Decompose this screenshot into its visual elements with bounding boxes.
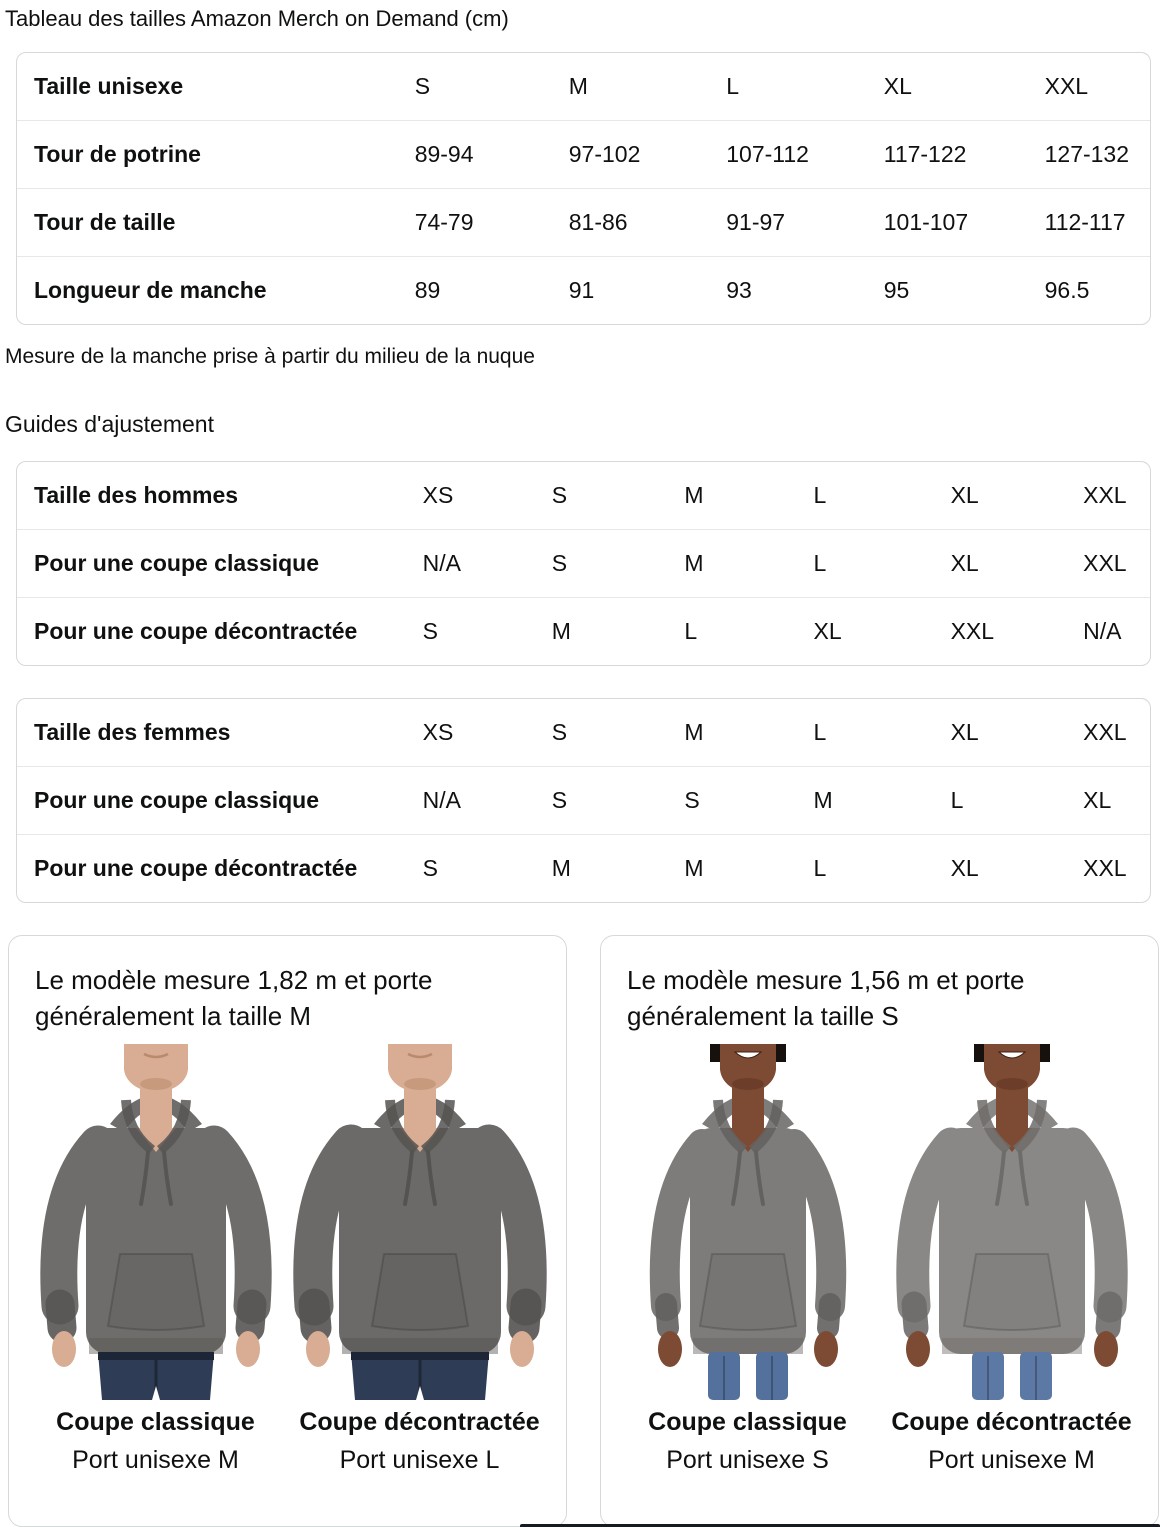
- size-cell: N/A: [423, 767, 552, 835]
- size-worn-label: Port unisexe S: [666, 1446, 829, 1474]
- size-cell: M: [568, 73, 588, 99]
- size-cell: XL: [950, 719, 979, 745]
- value-cell: 93: [726, 257, 883, 325]
- value-cell: 95: [884, 257, 1045, 325]
- value-cell: 107-112: [726, 121, 883, 189]
- value-cell: 96.5: [1045, 257, 1150, 325]
- fit-label: Coupe décontractée: [299, 1408, 540, 1436]
- row-label: Pour une coupe classique: [17, 530, 423, 598]
- value-cell: 127-132: [1045, 121, 1150, 189]
- size-cell: L: [813, 530, 950, 598]
- page-title: Tableau des tailles Amazon Merch on Demand (cm): [5, 6, 509, 31]
- size-cell: S: [423, 835, 552, 903]
- fit-label: Coupe décontractée: [891, 1408, 1132, 1436]
- size-cell: M: [684, 530, 813, 598]
- table-row: [17, 767, 1150, 835]
- size-worn-label: Port unisexe M: [72, 1446, 239, 1474]
- size-cell: L: [726, 73, 740, 99]
- value-cell: 101-107: [884, 189, 1045, 257]
- row-label: Taille unisexe: [34, 73, 184, 99]
- row-label: Tour de potrine: [17, 121, 415, 189]
- size-cell: XS: [422, 719, 454, 745]
- size-cell: S: [552, 767, 685, 835]
- model-description: Le modèle mesure 1,56 m et porte généralement la taille S: [627, 965, 1025, 1031]
- size-cell: M: [684, 719, 704, 745]
- size-cell: XXL: [1044, 73, 1089, 99]
- model-cards-row: [8, 935, 1159, 1527]
- male-relaxed-fit-photo: [290, 1044, 550, 1400]
- size-cell: M: [684, 835, 813, 903]
- size-cell: S: [551, 719, 568, 745]
- table-row: [17, 699, 1150, 767]
- size-cell: S: [684, 767, 813, 835]
- size-cell: XS: [422, 482, 454, 508]
- table-row: [17, 121, 1150, 189]
- size-cell: XL: [950, 482, 979, 508]
- female-relaxed-fit-photo: [882, 1044, 1142, 1400]
- size-cell: XXL: [1083, 835, 1150, 903]
- female-classic-fit-photo: [618, 1044, 878, 1400]
- size-cell: XL: [883, 73, 912, 99]
- row-label: Tour de taille: [17, 189, 415, 257]
- value-cell: 89: [415, 257, 569, 325]
- women-fit-table: [16, 698, 1151, 903]
- fit-guides-heading: Guides d'ajustement: [5, 411, 214, 437]
- size-cell: XXL: [951, 598, 1084, 666]
- table-row: [17, 598, 1150, 666]
- size-worn-label: Port unisexe L: [339, 1446, 500, 1474]
- size-cell: M: [552, 835, 685, 903]
- table-row: [17, 257, 1150, 325]
- male-model-card: [8, 935, 567, 1527]
- size-cell: M: [684, 482, 704, 508]
- row-label: Taille des femmes: [34, 719, 231, 745]
- value-cell: 81-86: [569, 189, 726, 257]
- value-cell: 97-102: [569, 121, 726, 189]
- size-cell: S: [551, 482, 568, 508]
- row-label: Pour une coupe décontractée: [17, 835, 423, 903]
- figure-male-relaxed: [290, 1044, 550, 1475]
- figure-female-classic: [618, 1044, 878, 1475]
- size-cell: M: [813, 767, 950, 835]
- size-cell: N/A: [1083, 598, 1150, 666]
- value-cell: 74-79: [415, 189, 569, 257]
- table-row: [17, 189, 1150, 257]
- size-cell: S: [423, 598, 552, 666]
- size-cell: XXL: [1083, 719, 1127, 745]
- size-cell: XL: [951, 835, 1084, 903]
- table-row: [17, 462, 1150, 530]
- value-cell: 112-117: [1045, 189, 1150, 257]
- model-description: Le modèle mesure 1,82 m et porte généralement la taille M: [35, 965, 433, 1031]
- size-cell: XXL: [1083, 530, 1150, 598]
- value-cell: 91-97: [726, 189, 883, 257]
- value-cell: 89-94: [415, 121, 569, 189]
- male-classic-fit-photo: [26, 1044, 286, 1400]
- size-cell: S: [552, 530, 685, 598]
- figure-female-relaxed: [882, 1044, 1142, 1475]
- value-cell: 117-122: [884, 121, 1045, 189]
- men-fit-table: [16, 461, 1151, 666]
- size-cell: L: [951, 767, 1084, 835]
- size-cell: XL: [1083, 767, 1150, 835]
- size-cell: M: [552, 598, 685, 666]
- row-label: Taille des hommes: [34, 482, 239, 508]
- size-cell: L: [684, 598, 813, 666]
- sleeve-measure-note: Mesure de la manche prise à partir du milieu de la nuque: [5, 345, 535, 368]
- table-row: [17, 530, 1150, 598]
- row-label: Pour une coupe décontractée: [17, 598, 423, 666]
- size-cell: N/A: [423, 530, 552, 598]
- size-cell: XL: [813, 598, 950, 666]
- female-model-card: [600, 935, 1159, 1527]
- size-cell: XL: [951, 530, 1084, 598]
- value-cell: 91: [569, 257, 726, 325]
- table-row: [17, 835, 1150, 903]
- row-label: Pour une coupe classique: [17, 767, 423, 835]
- unisex-size-table: [16, 52, 1151, 325]
- figure-male-classic: [26, 1044, 286, 1475]
- size-cell: L: [813, 835, 950, 903]
- size-cell: S: [414, 73, 431, 99]
- row-label: Longueur de manche: [17, 257, 415, 325]
- size-cell: L: [813, 482, 827, 508]
- fit-label: Coupe classique: [648, 1408, 847, 1436]
- fit-label: Coupe classique: [56, 1408, 255, 1436]
- size-cell: L: [813, 719, 827, 745]
- table-row: [17, 53, 1150, 121]
- size-worn-label: Port unisexe M: [928, 1446, 1095, 1474]
- size-cell: XXL: [1083, 482, 1127, 508]
